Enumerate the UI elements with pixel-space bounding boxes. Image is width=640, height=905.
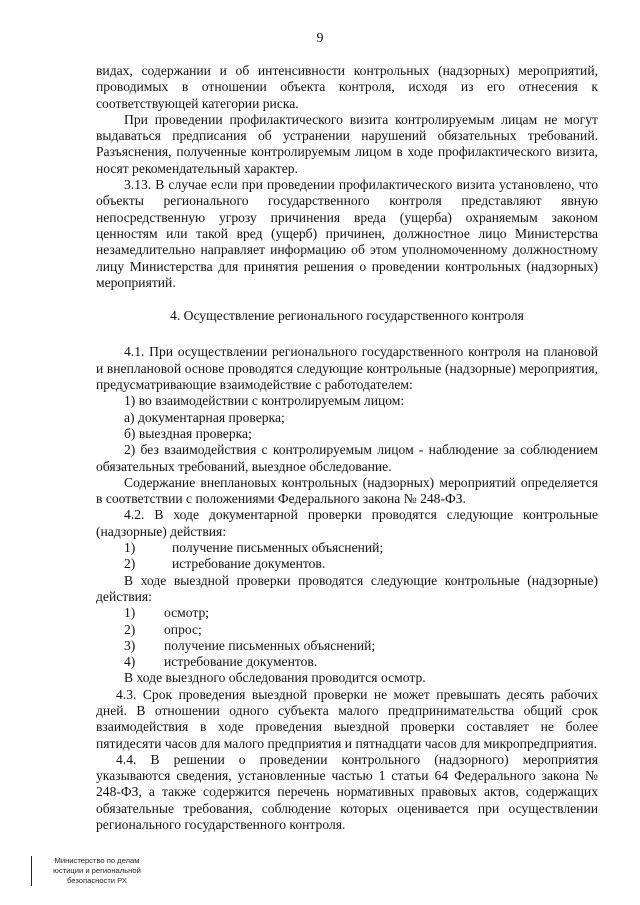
list-item [96,556,598,572]
list-item-4-1-1a: а) документарная проверка; [124,409,285,425]
list-item-number: 4) [124,654,136,670]
document-body [96,63,598,833]
paragraph-4-3: 4.3. Срок проведения выездной проверки не может превышать десять рабочих дней. В отношении одного субъекта малого предпринимательства общий срок взаимодействия в ходе проведения выездной проверки составляет не более пятидесяти часов для малого предприятия и пятнадцати часов для микропредприятия. [96,686,598,751]
section-title: 4. Осуществление регионального государственного контроля [170,308,524,324]
paragraph-4-1: 4.1. При осуществлении регионального государственного контроля на плановой и внеплановой основе проводятся следующие контрольные (надзорные) мероприятия, предусматривающие взаимодействие с работодателем: [96,344,598,393]
paragraph-unplanned-content: Содержание внеплановых контрольных (надзорных) мероприятий определяется в соответствии с положениями Федерального закона № 248-ФЗ. [96,474,598,507]
list-item-4-1-2: 2) без взаимодействия с контролируемым лицом - наблюдение за соблюдением обязательных требований, выездное обследование. [96,442,598,474]
list-item [96,654,598,670]
list-item-number: 2) [124,621,136,637]
stamp-line: юстиции и региональной [53,866,141,875]
paragraph-field-inspection: В ходе выездной проверки проводятся следующие контрольные (надзорные) действия: [96,572,598,604]
list-item-number: 1) [124,605,136,621]
paragraph-continuation: видах, содержании и об интенсивности контрольных (надзорных) мероприятий, проводимых в отношении объекта контроля, исходя из его отнесения к соответствующей категории риска. [96,63,598,111]
list-item [96,605,598,621]
list-item-text: истребование документов. [172,556,326,572]
paragraph-field-survey: В ходе выездного обследования проводится осмотр. [124,670,426,686]
list-item-text: истребование документов. [164,654,318,670]
list-item-number: 3) [124,637,136,653]
page-number: 9 [316,31,324,46]
list-item-text: опрос; [164,621,202,637]
list-item [96,638,598,654]
list-item-number: 1) [124,540,136,556]
list-item [96,622,598,638]
paragraph-4-2: 4.2. В ходе документарной проверки проводятся следующие контрольные (надзорные) действия: [96,507,598,539]
paragraph-3-13: 3.13. В случае если при проведении профилактического визита установлено, что объекты регионального государственного контроля представляют явную непосредственную угрозу причинения вреда (ущерба) охраняемым законом ценностям или такой вред (ущерб) причинен, должностное лицо Министерства незамедлительно направляет информацию об этом уполномоченному должностному лицу Министерства для принятия решения о проведении контрольных (надзорных) мероприятий. [96,177,598,290]
list-item-4-1-1b: б) выездная проверка; [124,425,252,441]
list-item-text: осмотр; [164,605,210,621]
paragraph-prophylactic-visit: При проведении профилактического визита контролируемым лицам не могут выдаваться предписания об устранении нарушений обязательных требований. Разъяснения, полученные контролируемым лицом в ходе профилактического визита, носят рекомендательный характер. [96,111,598,176]
stamp-line: безопасности РХ [67,876,127,885]
list-item-text: получение письменных объяснений; [172,540,384,556]
list-item-4-1-1: 1) во взаимодействии с контролируемым лицом: [124,393,405,409]
stamp-line: Министерство по делам [54,856,140,865]
list-item-text: получение письменных объяснений; [164,637,376,653]
paragraph-4-4: 4.4. В решении о проведении контрольного (надзорного) мероприятия указываются сведения, установленные частью 1 статьи 64 Федерального закона № 248-ФЗ, а также содержится перечень нормативных правовых актов, содержащих обязательные требования, соблюдение которых оценивается при осуществлении регионального государственного контроля. [96,751,598,833]
ministry-stamp [31,856,157,886]
list-item-number: 2) [124,556,136,572]
list-item [96,540,598,556]
